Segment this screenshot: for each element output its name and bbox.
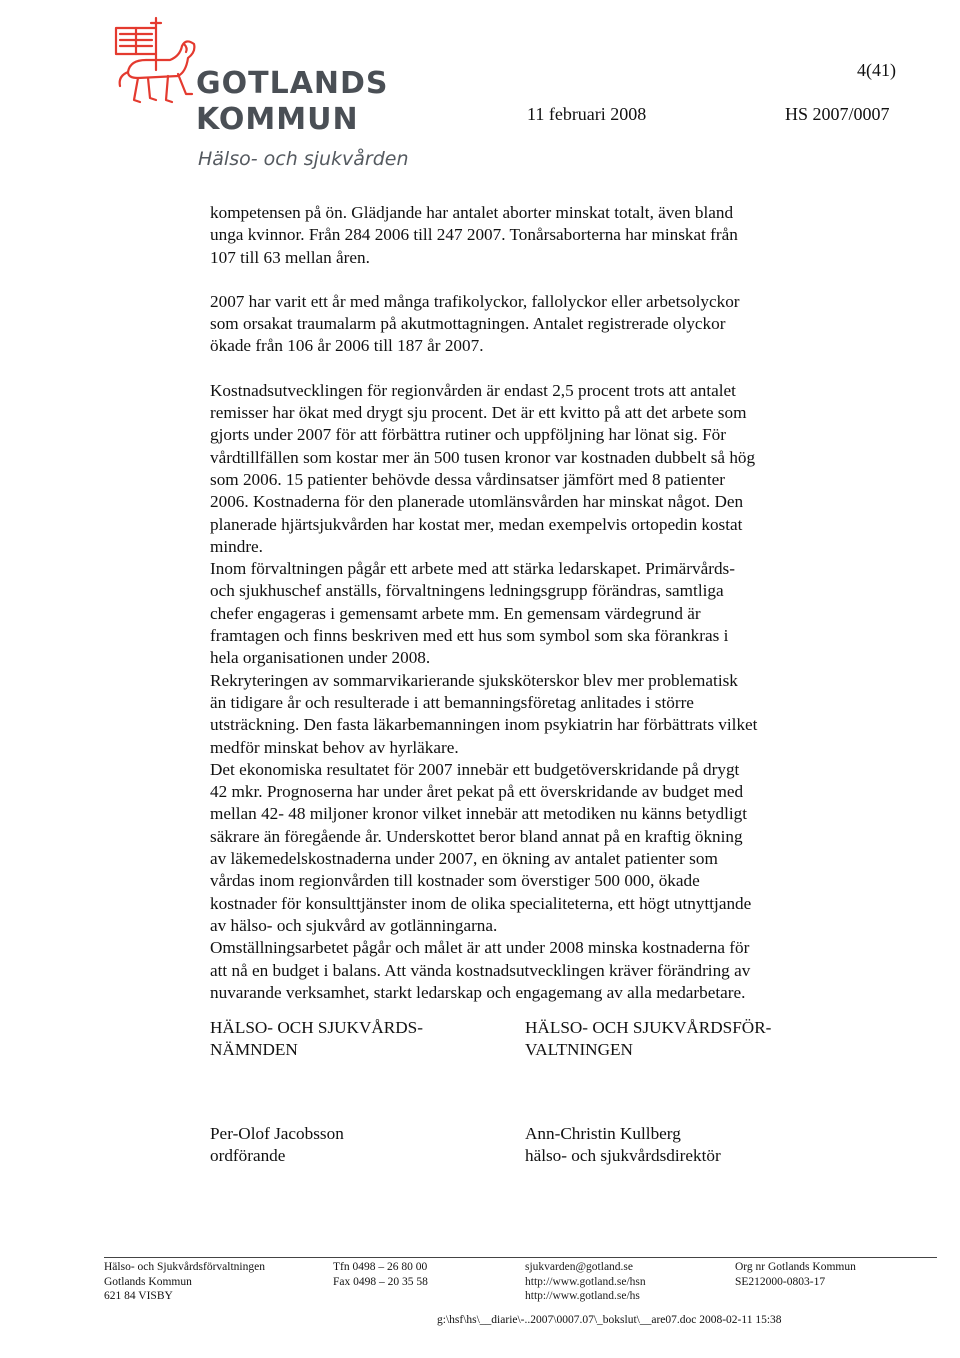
footer-file-path: g:\hsf\hs\__diarie\-..2007\0007.07\_bokslut\__are07.doc 2008-02-11 15:38: [437, 1314, 782, 1326]
body-paragraph: Rekryteringen av sommarvikarierande sjuksköterskor blev mer problematisk än tidigare år och resulterade i att bemanningsföretag anlitades i större utsträckning. Den fasta läkarbemanningen inom psykiatrin har förbättrats vilket medför minskat behov av hyrläkare.: [210, 670, 758, 757]
page-number: 4(41): [857, 60, 896, 80]
document-body: [210, 202, 850, 1004]
logo-name-line2: KOMMUN: [196, 102, 359, 137]
signature-right-organization: HÄLSO- OCH SJUKVÅRDSFÖR- VALTNINGEN: [525, 1018, 772, 1060]
body-paragraph: Inom förvaltningen pågår ett arbete med att stärka ledarskapet. Primärvårds- och sjukhuschef anställs, förvaltningens ledningsgrupp förändras, samtliga chefer engageras i gemensamt arbete mm. En gemensam värdegrund är framtagen och finns beskriven med ett hus som symbol som ska förankras i hela organisationen under 2008.: [210, 559, 735, 668]
footer-address: Hälso- och Sjukvårdsförvaltningen Gotlands Kommun 621 84 VISBY: [104, 1261, 265, 1302]
body-paragraph: 2007 har varit ett år med många trafikolyckor, fallolyckor eller arbetsolyckor som orsakat traumalarm på akutmottagningen. Antalet registrerade olyckor ökade från 106 år 2006 till 187 år 2007.: [210, 291, 740, 356]
signature-right-person: Ann-Christin Kullberg hälso- och sjukvårdsdirektör: [525, 1124, 721, 1166]
signature-left-person: Per-Olof Jacobsson ordförande: [210, 1124, 344, 1166]
footer-contact-links[interactable]: sjukvarden@gotland.se http://www.gotland.se/hsn http://www.gotland.se/hs: [525, 1261, 646, 1302]
lamb-emblem-icon: [108, 14, 198, 114]
signature-left-organization: HÄLSO- OCH SJUKVÅRDS- NÄMNDEN: [210, 1018, 423, 1060]
logo-tagline: Hälso- och sjukvården: [198, 148, 409, 170]
body-paragraph: Kostnadsutvecklingen för regionvården är endast 2,5 procent trots att antalet remisser har ökat med drygt sju procent. Det är ett kvitto på att det arbete som gjorts under 2007 för att förbättra rutiner och uppföljning har lönat sig. För vårdtillfällen som kostar mer än 500 tusen kronor var kostnaden dubbelt så hög som 2006. 15 patienter behövde dessa vårdinsatser jämfört med 8 patienter 2006. Kostnaderna för den planerade utomlänsvården har minskat något. Den planerade hjärtsjukvården har kostat mer, medan exempelvis ortopedin kostat mindre.: [210, 380, 756, 556]
logo-name-line1: GOTLANDS: [196, 66, 389, 101]
body-paragraph: Det ekonomiska resultatet för 2007 innebär ett budgetöverskridande på drygt 42 mkr. Prognoserna har under året pekat på ett överskridande av budget med mellan 42- 48 miljoner kronor vilket innebär att metodiken nu känns betydligt säkrare än föregående år. Underskottet beror bland annat på en kraftig ökning av läkemedelskostnaderna under 2007, en ökning av antalet patienter som vårdas inom regionvården till kostnader som överstiger 500 000, ökade kostnader för konsulttjänster inom de olika specialiteterna, ett högt utnyttjande av hälso- och sjukvård av gotlänningarna.: [210, 759, 752, 935]
body-paragraph: Omställningsarbetet pågår och målet är att under 2008 minska kostnaderna för att nå en budget i balans. Att vända kostnadsutvecklingen kräver förändring av nuvarande verksamhet, starkt ledarskap och engagemang av alla medarbetare.: [210, 938, 751, 1002]
footer-phone: Tfn 0498 – 26 80 00 Fax 0498 – 20 35 58: [333, 1261, 428, 1288]
document-reference: HS 2007/0007: [785, 104, 890, 124]
footer-divider: [104, 1257, 937, 1258]
document-date: 11 februari 2008: [527, 104, 647, 124]
organization-logo: [108, 14, 409, 170]
body-paragraph: kompetensen på ön. Glädjande har antalet aborter minskat totalt, även bland unga kvinnor. Från 284 2006 till 247 2007. Tonårsaborterna har minskat från 107 till 63 mellan åren.: [210, 203, 738, 267]
footer-organization-number: Org nr Gotlands Kommun SE212000-0803-17: [735, 1261, 856, 1288]
